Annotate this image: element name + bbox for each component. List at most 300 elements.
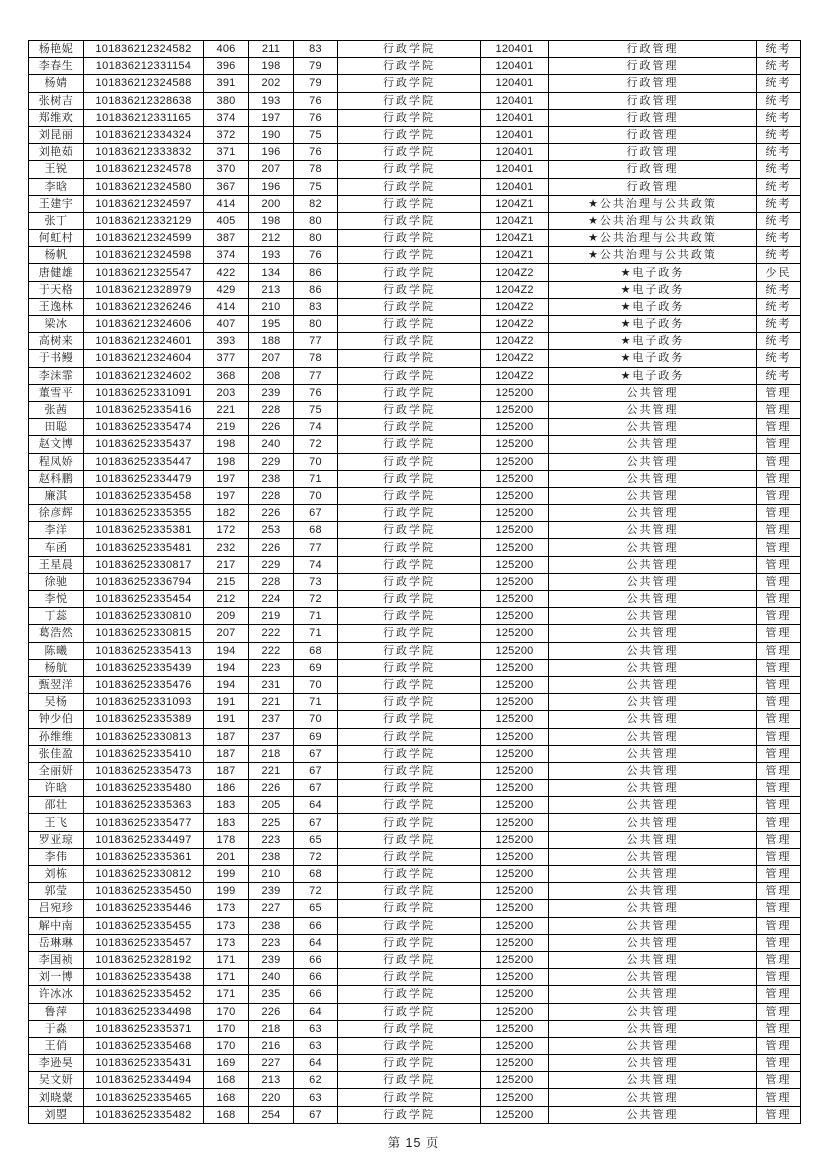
cell-major_name: ★电子政务 (549, 350, 757, 367)
table-row (29, 212, 801, 229)
cell-major_code: 125200 (481, 1106, 549, 1123)
cell-major_name: 行政管理 (549, 109, 757, 126)
cell-score2: 239 (249, 883, 294, 900)
cell-college: 行政学院 (338, 41, 481, 58)
cell-major_code: 1204Z1 (481, 247, 549, 264)
cell-major_name: ★公共治理与公共政策 (549, 212, 757, 229)
table-row (29, 1089, 801, 1106)
cell-college: 行政学院 (338, 470, 481, 487)
cell-score2: 227 (249, 1055, 294, 1072)
table-row (29, 264, 801, 281)
cell-score1: 169 (204, 1055, 249, 1072)
cell-major_name: 公共管理 (549, 969, 757, 986)
cell-major_code: 1204Z2 (481, 316, 549, 333)
cell-score1: 391 (204, 75, 249, 92)
cell-exam_type: 统考 (757, 41, 801, 58)
cell-major_code: 125200 (481, 866, 549, 883)
cell-score3: 83 (294, 298, 338, 315)
cell-name: 王星晨 (29, 556, 84, 573)
cell-score1: 197 (204, 470, 249, 487)
cell-score3: 78 (294, 161, 338, 178)
cell-exam_type: 管理 (757, 642, 801, 659)
cell-score3: 66 (294, 917, 338, 934)
cell-major_name: 公共管理 (549, 780, 757, 797)
cell-candidate_id: 101836252335450 (84, 883, 204, 900)
cell-college: 行政学院 (338, 247, 481, 264)
table-row (29, 109, 801, 126)
cell-major_name: ★电子政务 (549, 281, 757, 298)
cell-major_name: ★电子政务 (549, 264, 757, 281)
cell-score3: 75 (294, 401, 338, 418)
cell-score2: 202 (249, 75, 294, 92)
cell-name: 何虹村 (29, 230, 84, 247)
cell-exam_type: 管理 (757, 487, 801, 504)
cell-candidate_id: 101836212324580 (84, 178, 204, 195)
cell-college: 行政学院 (338, 556, 481, 573)
cell-score2: 208 (249, 367, 294, 384)
cell-major_name: 行政管理 (549, 126, 757, 143)
cell-score1: 377 (204, 350, 249, 367)
cell-name: 李伟 (29, 848, 84, 865)
cell-major_code: 1204Z2 (481, 350, 549, 367)
cell-college: 行政学院 (338, 780, 481, 797)
cell-major_name: 公共管理 (549, 745, 757, 762)
cell-score3: 68 (294, 522, 338, 539)
cell-candidate_id: 101836252335371 (84, 1020, 204, 1037)
cell-candidate_id: 101836252335389 (84, 711, 204, 728)
cell-score1: 171 (204, 969, 249, 986)
cell-score2: 253 (249, 522, 294, 539)
cell-exam_type: 统考 (757, 109, 801, 126)
cell-score3: 63 (294, 1089, 338, 1106)
cell-major_name: 公共管理 (549, 934, 757, 951)
cell-name: 赵文博 (29, 436, 84, 453)
cell-major_name: ★公共治理与公共政策 (549, 195, 757, 212)
cell-name: 郑维欢 (29, 109, 84, 126)
cell-candidate_id: 101836252335477 (84, 814, 204, 831)
cell-score1: 191 (204, 694, 249, 711)
cell-college: 行政学院 (338, 126, 481, 143)
table-row (29, 195, 801, 212)
table-row (29, 642, 801, 659)
cell-major_name: 公共管理 (549, 917, 757, 934)
table-row (29, 470, 801, 487)
cell-score2: 198 (249, 58, 294, 75)
cell-score3: 74 (294, 419, 338, 436)
table-row (29, 797, 801, 814)
cell-score2: 226 (249, 1003, 294, 1020)
cell-major_name: 公共管理 (549, 951, 757, 968)
cell-score3: 78 (294, 350, 338, 367)
cell-college: 行政学院 (338, 1020, 481, 1037)
cell-score2: 134 (249, 264, 294, 281)
cell-score2: 188 (249, 333, 294, 350)
cell-name: 陈曦 (29, 642, 84, 659)
cell-candidate_id: 101836212325547 (84, 264, 204, 281)
cell-major_name: 行政管理 (549, 75, 757, 92)
cell-name: 李逊昊 (29, 1055, 84, 1072)
cell-score1: 168 (204, 1072, 249, 1089)
cell-college: 行政学院 (338, 75, 481, 92)
cell-candidate_id: 101836252336794 (84, 573, 204, 590)
cell-score3: 67 (294, 780, 338, 797)
cell-name: 李晗 (29, 178, 84, 195)
cell-score1: 168 (204, 1106, 249, 1123)
cell-candidate_id: 101836212332129 (84, 212, 204, 229)
cell-score1: 374 (204, 109, 249, 126)
cell-exam_type: 管理 (757, 900, 801, 917)
cell-major_code: 1204Z1 (481, 230, 549, 247)
cell-name: 邵壮 (29, 797, 84, 814)
cell-score2: 211 (249, 41, 294, 58)
cell-name: 唐健雄 (29, 264, 84, 281)
cell-exam_type: 管理 (757, 453, 801, 470)
cell-score2: 190 (249, 126, 294, 143)
cell-candidate_id: 101836252335482 (84, 1106, 204, 1123)
cell-major_code: 125200 (481, 556, 549, 573)
cell-major_name: 行政管理 (549, 58, 757, 75)
cell-major_code: 125200 (481, 1037, 549, 1054)
cell-score3: 64 (294, 797, 338, 814)
cell-score3: 74 (294, 556, 338, 573)
cell-candidate_id: 101836252334498 (84, 1003, 204, 1020)
cell-candidate_id: 101836252335381 (84, 522, 204, 539)
cell-college: 行政学院 (338, 333, 481, 350)
cell-score2: 193 (249, 92, 294, 109)
cell-major_code: 120401 (481, 41, 549, 58)
cell-score1: 173 (204, 934, 249, 951)
cell-name: 刘艳茹 (29, 144, 84, 161)
cell-college: 行政学院 (338, 1037, 481, 1054)
cell-candidate_id: 101836252335457 (84, 934, 204, 951)
cell-college: 行政学院 (338, 848, 481, 865)
cell-score3: 70 (294, 676, 338, 693)
cell-major_code: 1204Z2 (481, 333, 549, 350)
cell-score2: 226 (249, 419, 294, 436)
cell-college: 行政学院 (338, 161, 481, 178)
cell-candidate_id: 101836212324588 (84, 75, 204, 92)
cell-major_code: 125200 (481, 539, 549, 556)
cell-college: 行政学院 (338, 281, 481, 298)
cell-score3: 77 (294, 539, 338, 556)
cell-major_code: 125200 (481, 969, 549, 986)
cell-college: 行政学院 (338, 92, 481, 109)
table-row (29, 831, 801, 848)
cell-college: 行政学院 (338, 350, 481, 367)
table-row (29, 780, 801, 797)
cell-name: 杨帆 (29, 247, 84, 264)
cell-score3: 75 (294, 126, 338, 143)
cell-college: 行政学院 (338, 264, 481, 281)
cell-candidate_id: 101836212324602 (84, 367, 204, 384)
cell-name: 郭莹 (29, 883, 84, 900)
cell-score2: 229 (249, 453, 294, 470)
cell-score2: 207 (249, 161, 294, 178)
cell-score3: 80 (294, 212, 338, 229)
cell-name: 王俏 (29, 1037, 84, 1054)
cell-college: 行政学院 (338, 883, 481, 900)
cell-score2: 225 (249, 814, 294, 831)
table-row (29, 608, 801, 625)
table-row (29, 505, 801, 522)
table-row (29, 161, 801, 178)
cell-exam_type: 统考 (757, 298, 801, 315)
cell-score1: 209 (204, 608, 249, 625)
cell-candidate_id: 101836212328638 (84, 92, 204, 109)
cell-major_name: 公共管理 (549, 419, 757, 436)
cell-exam_type: 管理 (757, 883, 801, 900)
cell-candidate_id: 101836252335437 (84, 436, 204, 453)
cell-score2: 237 (249, 711, 294, 728)
cell-score1: 207 (204, 625, 249, 642)
cell-major_name: 公共管理 (549, 608, 757, 625)
cell-major_name: ★电子政务 (549, 298, 757, 315)
cell-exam_type: 统考 (757, 247, 801, 264)
cell-score3: 76 (294, 247, 338, 264)
cell-score1: 374 (204, 247, 249, 264)
cell-score1: 173 (204, 900, 249, 917)
cell-exam_type: 管理 (757, 1106, 801, 1123)
cell-score1: 170 (204, 1003, 249, 1020)
cell-name: 李洋 (29, 522, 84, 539)
table-row (29, 1020, 801, 1037)
cell-major_code: 125200 (481, 728, 549, 745)
cell-major_name: 公共管理 (549, 831, 757, 848)
cell-score1: 168 (204, 1089, 249, 1106)
cell-exam_type: 管理 (757, 728, 801, 745)
cell-major_name: 行政管理 (549, 144, 757, 161)
cell-name: 钟少伯 (29, 711, 84, 728)
cell-score2: 207 (249, 350, 294, 367)
cell-major_name: 公共管理 (549, 694, 757, 711)
cell-major_code: 125200 (481, 900, 549, 917)
cell-score2: 193 (249, 247, 294, 264)
cell-major_code: 120401 (481, 58, 549, 75)
cell-exam_type: 管理 (757, 1003, 801, 1020)
cell-major_name: 行政管理 (549, 41, 757, 58)
cell-major_name: 公共管理 (549, 986, 757, 1003)
cell-score3: 64 (294, 1055, 338, 1072)
cell-candidate_id: 101836212331165 (84, 109, 204, 126)
cell-score1: 183 (204, 814, 249, 831)
cell-major_code: 120401 (481, 161, 549, 178)
cell-major_code: 120401 (481, 126, 549, 143)
cell-score2: 240 (249, 969, 294, 986)
cell-candidate_id: 101836212324604 (84, 350, 204, 367)
cell-score3: 86 (294, 281, 338, 298)
cell-score2: 240 (249, 436, 294, 453)
table-row (29, 556, 801, 573)
cell-major_name: 公共管理 (549, 505, 757, 522)
cell-major_code: 1204Z1 (481, 212, 549, 229)
cell-score3: 77 (294, 333, 338, 350)
table-row (29, 126, 801, 143)
cell-score1: 414 (204, 298, 249, 315)
cell-college: 行政学院 (338, 58, 481, 75)
cell-major_name: 公共管理 (549, 1055, 757, 1072)
table-row (29, 92, 801, 109)
cell-exam_type: 管理 (757, 951, 801, 968)
cell-college: 行政学院 (338, 539, 481, 556)
cell-score3: 71 (294, 470, 338, 487)
cell-college: 行政学院 (338, 951, 481, 968)
cell-score2: 239 (249, 951, 294, 968)
cell-college: 行政学院 (338, 917, 481, 934)
cell-college: 行政学院 (338, 1089, 481, 1106)
cell-score3: 72 (294, 848, 338, 865)
table-row (29, 316, 801, 333)
cell-major_name: 公共管理 (549, 1037, 757, 1054)
cell-score2: 197 (249, 109, 294, 126)
cell-major_name: 公共管理 (549, 487, 757, 504)
cell-name: 田聪 (29, 419, 84, 436)
cell-score2: 222 (249, 642, 294, 659)
cell-candidate_id: 101836212331154 (84, 58, 204, 75)
cell-name: 刘昆丽 (29, 126, 84, 143)
cell-name: 孙维维 (29, 728, 84, 745)
cell-exam_type: 管理 (757, 659, 801, 676)
cell-college: 行政学院 (338, 144, 481, 161)
cell-score3: 67 (294, 505, 338, 522)
cell-exam_type: 管理 (757, 1089, 801, 1106)
cell-name: 张丁 (29, 212, 84, 229)
cell-exam_type: 管理 (757, 470, 801, 487)
table-row (29, 367, 801, 384)
cell-score2: 224 (249, 591, 294, 608)
cell-score1: 199 (204, 866, 249, 883)
cell-name: 罗亚琼 (29, 831, 84, 848)
cell-score1: 173 (204, 917, 249, 934)
cell-score1: 187 (204, 728, 249, 745)
cell-score3: 69 (294, 659, 338, 676)
cell-score1: 396 (204, 58, 249, 75)
cell-college: 行政学院 (338, 762, 481, 779)
cell-exam_type: 统考 (757, 367, 801, 384)
cell-exam_type: 管理 (757, 676, 801, 693)
cell-name: 于天格 (29, 281, 84, 298)
cell-major_name: ★电子政务 (549, 333, 757, 350)
cell-major_name: 公共管理 (549, 1089, 757, 1106)
cell-major_code: 120401 (481, 75, 549, 92)
cell-score3: 67 (294, 745, 338, 762)
cell-candidate_id: 101836252335439 (84, 659, 204, 676)
cell-major_name: ★公共治理与公共政策 (549, 247, 757, 264)
cell-score2: 212 (249, 230, 294, 247)
table-row (29, 247, 801, 264)
cell-score3: 76 (294, 92, 338, 109)
cell-candidate_id: 101836252330810 (84, 608, 204, 625)
cell-exam_type: 管理 (757, 608, 801, 625)
cell-college: 行政学院 (338, 230, 481, 247)
cell-college: 行政学院 (338, 711, 481, 728)
cell-exam_type: 管理 (757, 866, 801, 883)
cell-name: 李国祯 (29, 951, 84, 968)
table-row (29, 883, 801, 900)
cell-major_code: 125200 (481, 659, 549, 676)
cell-college: 行政学院 (338, 934, 481, 951)
cell-exam_type: 统考 (757, 75, 801, 92)
cell-college: 行政学院 (338, 1003, 481, 1020)
cell-score1: 194 (204, 642, 249, 659)
cell-score1: 198 (204, 436, 249, 453)
cell-major_name: ★公共治理与公共政策 (549, 230, 757, 247)
cell-college: 行政学院 (338, 419, 481, 436)
cell-score2: 228 (249, 401, 294, 418)
cell-major_code: 125200 (481, 625, 549, 642)
table-row (29, 58, 801, 75)
cell-score2: 219 (249, 608, 294, 625)
cell-candidate_id: 101836252335410 (84, 745, 204, 762)
cell-major_name: ★电子政务 (549, 316, 757, 333)
cell-score1: 171 (204, 986, 249, 1003)
cell-candidate_id: 101836252335480 (84, 780, 204, 797)
cell-score1: 221 (204, 401, 249, 418)
cell-score3: 64 (294, 934, 338, 951)
cell-name: 全丽妍 (29, 762, 84, 779)
cell-exam_type: 统考 (757, 281, 801, 298)
cell-name: 梁冰 (29, 316, 84, 333)
cell-major_code: 125200 (481, 848, 549, 865)
cell-score1: 170 (204, 1020, 249, 1037)
cell-major_name: 公共管理 (549, 556, 757, 573)
cell-major_name: 公共管理 (549, 539, 757, 556)
cell-candidate_id: 101836252334479 (84, 470, 204, 487)
cell-major_name: 公共管理 (549, 573, 757, 590)
cell-exam_type: 管理 (757, 539, 801, 556)
cell-college: 行政学院 (338, 573, 481, 590)
cell-major_name: 公共管理 (549, 1106, 757, 1123)
cell-score1: 405 (204, 212, 249, 229)
cell-major_code: 125200 (481, 1089, 549, 1106)
cell-exam_type: 管理 (757, 419, 801, 436)
cell-exam_type: 管理 (757, 986, 801, 1003)
cell-exam_type: 统考 (757, 58, 801, 75)
cell-major_code: 120401 (481, 144, 549, 161)
cell-candidate_id: 101836252330817 (84, 556, 204, 573)
cell-major_code: 125200 (481, 642, 549, 659)
cell-candidate_id: 101836252330815 (84, 625, 204, 642)
cell-name: 刘晓蒙 (29, 1089, 84, 1106)
table-row (29, 1106, 801, 1123)
cell-score1: 199 (204, 883, 249, 900)
cell-major_code: 125200 (481, 831, 549, 848)
cell-major_code: 125200 (481, 1020, 549, 1037)
cell-score2: 221 (249, 694, 294, 711)
cell-name: 杨航 (29, 659, 84, 676)
cell-major_name: 行政管理 (549, 92, 757, 109)
cell-score3: 66 (294, 969, 338, 986)
cell-candidate_id: 101836252335361 (84, 848, 204, 865)
cell-candidate_id: 101836252335476 (84, 676, 204, 693)
cell-exam_type: 管理 (757, 797, 801, 814)
cell-major_code: 125200 (481, 419, 549, 436)
cell-major_code: 125200 (481, 762, 549, 779)
cell-major_code: 125200 (481, 384, 549, 401)
cell-name: 张佳盈 (29, 745, 84, 762)
cell-name: 赵科鹏 (29, 470, 84, 487)
cell-score3: 63 (294, 1020, 338, 1037)
table-row (29, 144, 801, 161)
cell-major_name: 公共管理 (549, 848, 757, 865)
cell-candidate_id: 101836252335447 (84, 453, 204, 470)
cell-college: 行政学院 (338, 109, 481, 126)
cell-major_code: 125200 (481, 608, 549, 625)
cell-score2: 229 (249, 556, 294, 573)
cell-candidate_id: 101836212326246 (84, 298, 204, 315)
cell-candidate_id: 101836252335438 (84, 969, 204, 986)
cell-college: 行政学院 (338, 831, 481, 848)
cell-major_code: 125200 (481, 711, 549, 728)
